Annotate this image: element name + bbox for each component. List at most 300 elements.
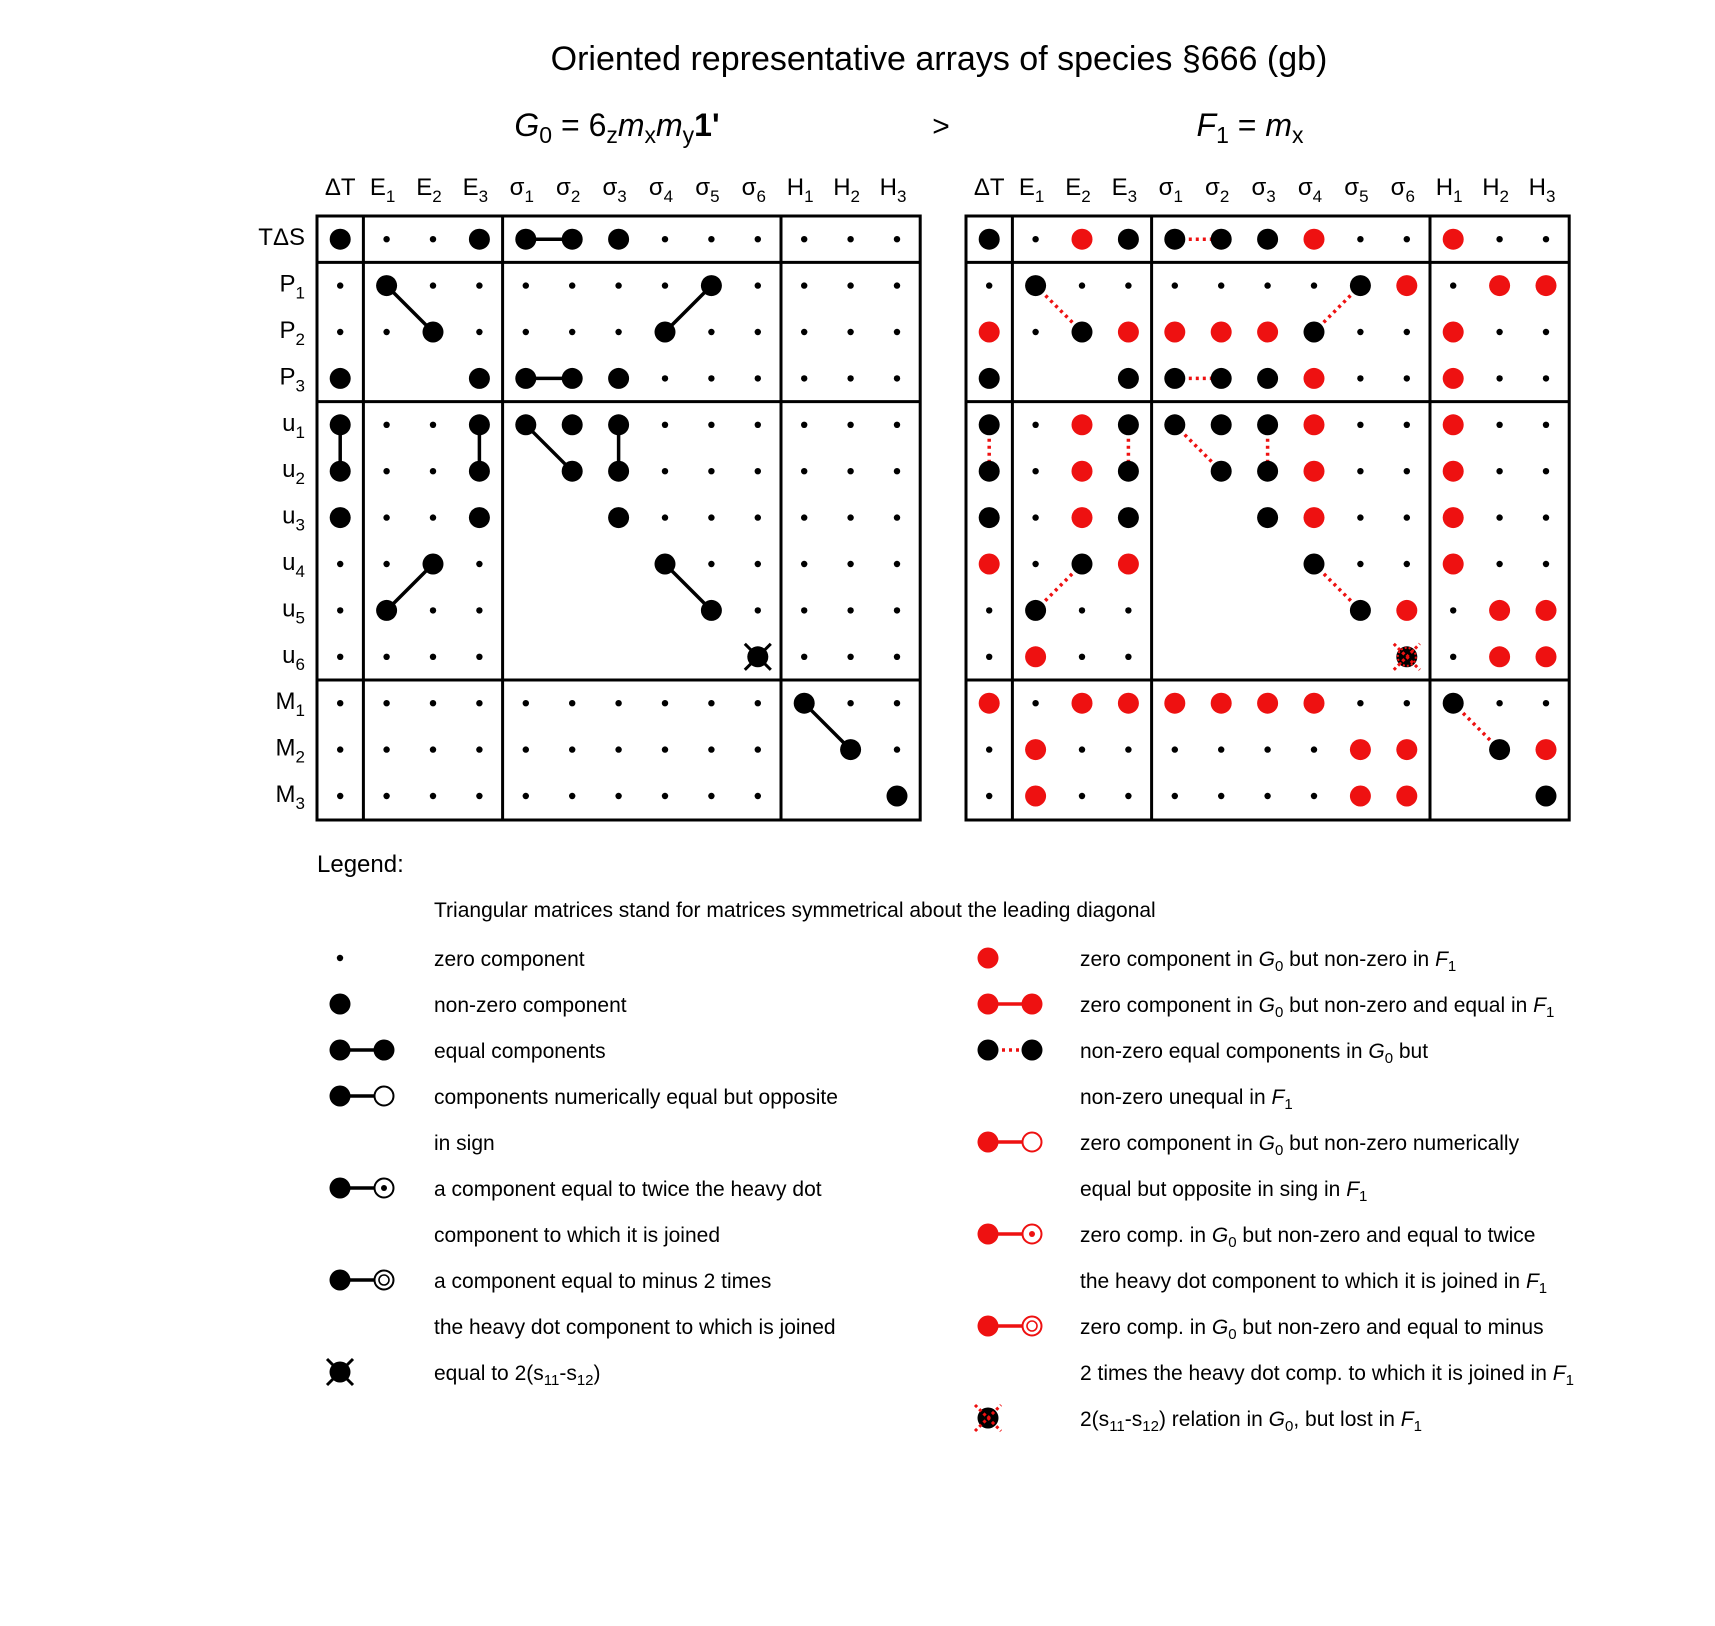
nonzero-dot	[1164, 368, 1185, 389]
zero-dot	[894, 654, 900, 660]
red-nonzero-dot	[979, 554, 1000, 575]
zero-dot	[1125, 746, 1131, 752]
zero-dot	[1450, 654, 1456, 660]
zero-dot	[708, 746, 714, 752]
zero-dot	[615, 329, 621, 335]
text-part: 1	[1538, 1279, 1548, 1297]
nonzero-dot	[1118, 229, 1139, 250]
text-part: F	[1525, 1270, 1539, 1293]
text-part: m	[656, 107, 683, 143]
nonzero-dot	[1118, 461, 1139, 482]
column-header: σ5	[1344, 174, 1369, 206]
row-header: TΔS	[258, 224, 305, 252]
zero-dot	[1450, 282, 1456, 288]
red-nonzero-dot	[1304, 229, 1325, 250]
text-part: x	[644, 122, 657, 149]
zero-dot	[337, 654, 343, 660]
zero-dot	[662, 746, 668, 752]
zero-dot	[801, 422, 807, 428]
zero-dot	[1311, 746, 1317, 752]
zero-dot	[1311, 793, 1317, 799]
legend-entry	[330, 1086, 838, 1156]
zero-dot	[847, 654, 853, 660]
nonzero-dot	[979, 368, 1000, 389]
red-nonzero-dot	[1350, 739, 1371, 760]
text-part: -s	[1124, 1408, 1143, 1431]
text-part: G	[1258, 994, 1275, 1017]
zero-dot	[1496, 514, 1502, 520]
zero-dot	[894, 607, 900, 613]
zero-dot	[615, 793, 621, 799]
nonzero-dot	[1257, 368, 1278, 389]
text-part: G	[1368, 1040, 1385, 1063]
zero-dot	[801, 468, 807, 474]
zero-dot	[755, 561, 761, 567]
zero-dot	[1172, 282, 1178, 288]
column-header: E3	[462, 174, 489, 206]
zero-dot	[476, 282, 482, 288]
zero-dot	[523, 793, 529, 799]
matrix-F1	[966, 174, 1569, 820]
zero-dot	[801, 329, 807, 335]
red-nonzero-dot	[1489, 600, 1510, 621]
legend-entry	[330, 1178, 822, 1248]
zero-dot	[755, 422, 761, 428]
zero-dot	[523, 746, 529, 752]
text-part: = 6	[552, 107, 607, 143]
zero-dot	[847, 282, 853, 288]
nonzero-dot	[608, 461, 629, 482]
red-nonzero-dot	[1025, 739, 1046, 760]
legend-entry	[330, 994, 627, 1018]
column-header: H2	[1482, 174, 1510, 206]
zero-dot	[1079, 607, 1085, 613]
nonzero-dot	[1257, 229, 1278, 250]
zero-dot	[1404, 468, 1410, 474]
nonzero-dot	[1257, 414, 1278, 435]
text-part: the heavy dot component to which it is joined in	[1080, 1270, 1526, 1293]
zero-dot	[1543, 329, 1549, 335]
nonzero-dot	[701, 275, 722, 296]
row-header: u1	[282, 409, 305, 442]
legend-entry	[330, 1040, 606, 1064]
nonzero-dot	[1489, 739, 1510, 760]
zero-dot	[1496, 422, 1502, 428]
red-nonzero-dot	[1257, 322, 1278, 343]
nonzero-dot	[1257, 461, 1278, 482]
zero-dot	[476, 746, 482, 752]
text-part: G	[1258, 1132, 1275, 1155]
zero-dot	[847, 422, 853, 428]
text-part: equal components	[434, 1040, 606, 1063]
zero-dot	[894, 236, 900, 242]
zero-dot	[894, 514, 900, 520]
red-cross-icon	[975, 1405, 1001, 1431]
zero-dot	[383, 654, 389, 660]
nonzero-dot	[655, 322, 676, 343]
nonzero-dot	[840, 739, 861, 760]
zero-dot	[1079, 282, 1085, 288]
text-part: in sign	[434, 1132, 495, 1155]
zero-dot	[662, 793, 668, 799]
zero-dot	[337, 282, 343, 288]
zero-dot	[801, 654, 807, 660]
zero-dot	[708, 514, 714, 520]
text-part: F	[1271, 1086, 1285, 1109]
nonzero-dot	[1304, 554, 1325, 575]
legend-text	[1080, 1086, 1293, 1113]
red-nonzero-dot	[1396, 786, 1417, 807]
column-header: ΔT	[324, 174, 356, 201]
text-part: x	[1291, 122, 1304, 149]
zero-dot	[662, 700, 668, 706]
legend-text	[434, 1270, 771, 1293]
text-part: equal to 2(s	[434, 1362, 544, 1385]
column-header: σ2	[1205, 174, 1230, 206]
text-part: F	[1346, 1178, 1360, 1201]
red-nonzero-dot	[1025, 646, 1046, 667]
red-nonzero-dot	[1072, 229, 1093, 250]
red-nonzero-dot	[1443, 461, 1464, 482]
red-open-icon	[978, 1132, 1042, 1153]
text-part: m	[617, 107, 645, 143]
legend-entry	[975, 1405, 1422, 1435]
zero-dot	[847, 468, 853, 474]
zero-dot	[1496, 700, 1502, 706]
zero-dot	[383, 793, 389, 799]
row-header: P2	[279, 317, 305, 349]
nonzero-dot	[1350, 275, 1371, 296]
zero-dot	[1496, 236, 1502, 242]
zero-dot	[755, 375, 761, 381]
zero-dot	[523, 700, 529, 706]
nonzero-dot	[608, 368, 629, 389]
zero-dot	[894, 282, 900, 288]
text-part: zero comp. in	[1080, 1224, 1212, 1247]
nonzero-dot	[1072, 554, 1093, 575]
column-header: σ5	[695, 174, 720, 206]
legend-text	[1080, 1178, 1367, 1205]
zero-dot	[755, 282, 761, 288]
zero-dot	[1543, 468, 1549, 474]
red-nonzero-dot	[1164, 693, 1185, 714]
red-nonzero-dot	[1536, 275, 1557, 296]
red-nonzero-dot	[1304, 414, 1325, 435]
legend-text	[1080, 1132, 1520, 1159]
column-header: σ4	[648, 174, 674, 206]
column-header: E3	[1111, 174, 1138, 206]
red-nonzero-dot	[1072, 414, 1093, 435]
text-part: 0	[1274, 1003, 1284, 1021]
red-nonzero-dot	[1072, 507, 1093, 528]
zero-dot	[894, 561, 900, 567]
zero-dot	[383, 561, 389, 567]
text-part: 0	[1228, 1325, 1237, 1343]
red-nonzero-dot	[1304, 507, 1325, 528]
column-header: H3	[1528, 174, 1556, 206]
row-header: M1	[275, 688, 305, 720]
zero-dot	[1079, 793, 1085, 799]
zero-dot	[1172, 793, 1178, 799]
zero-dot	[1079, 654, 1085, 660]
text-part: 11	[1109, 1417, 1125, 1435]
nonzero-dot	[979, 507, 1000, 528]
nonzero-dot	[1350, 600, 1371, 621]
red-nonzero-dot	[1443, 554, 1464, 575]
legend-text	[434, 1316, 836, 1339]
legend-text	[434, 1224, 720, 1247]
zero-dot	[1357, 422, 1363, 428]
zero-dot	[430, 282, 436, 288]
red-nonzero-dot	[1304, 693, 1325, 714]
zero-dot	[662, 282, 668, 288]
zero-dot	[1543, 514, 1549, 520]
text-part: 1	[1216, 122, 1229, 149]
zero-dot	[1543, 422, 1549, 428]
zero-dot	[1311, 282, 1317, 288]
zero-dot	[1218, 793, 1224, 799]
text-part: a component equal to twice the heavy dot	[434, 1178, 822, 1201]
zero-dot	[801, 236, 807, 242]
legend-entry	[978, 994, 1555, 1021]
zero-dot	[1404, 236, 1410, 242]
text-part: F	[1552, 1362, 1566, 1385]
zero-dot	[801, 282, 807, 288]
text-part: 1	[1545, 1003, 1555, 1021]
text-part: 1'	[694, 107, 720, 143]
red-icon	[978, 948, 999, 969]
zero-dot	[986, 793, 992, 799]
red-nonzero-dot	[1443, 368, 1464, 389]
zero-dot	[1543, 375, 1549, 381]
zero-dot	[708, 375, 714, 381]
nonzero-dot	[1164, 414, 1185, 435]
zero-dot	[1032, 236, 1038, 242]
column-header: E2	[416, 174, 442, 206]
legend-text	[1080, 1408, 1422, 1435]
zero-dot	[1357, 514, 1363, 520]
text-part: 1	[1413, 1417, 1422, 1435]
zero-dot	[755, 746, 761, 752]
zero-dot	[894, 375, 900, 381]
zero-dot	[755, 514, 761, 520]
row-header: P3	[279, 363, 305, 396]
red-nonzero-dot	[1164, 322, 1185, 343]
text-part: but non-zero in	[1283, 948, 1436, 971]
nonzero-dot	[608, 229, 629, 250]
nonzero-dot	[469, 368, 490, 389]
legend-text	[434, 1362, 601, 1389]
zero-dot	[1404, 329, 1410, 335]
text-part: 0	[1228, 1233, 1237, 1251]
zero-dot	[1218, 282, 1224, 288]
nonzero-dot	[1072, 322, 1093, 343]
red-nonzero-dot	[1304, 461, 1325, 482]
nonzero-dot	[655, 554, 676, 575]
nonzero-dot	[1118, 368, 1139, 389]
legend-entry	[978, 1132, 1520, 1205]
zero-dot	[1404, 422, 1410, 428]
text-part: ) relation in	[1158, 1408, 1269, 1431]
red-nonzero-dot	[1443, 229, 1464, 250]
zero-dot	[1264, 793, 1270, 799]
red-dot-icon	[978, 1224, 1042, 1245]
zero-dot	[755, 793, 761, 799]
zero-dot	[1543, 561, 1549, 567]
zero-dot	[430, 654, 436, 660]
text-part: -s	[559, 1362, 577, 1385]
zero-dot	[986, 607, 992, 613]
text-part: 0	[1384, 1049, 1394, 1067]
legend-text	[434, 1132, 495, 1155]
text-part: 0	[1274, 957, 1284, 975]
legend-entry	[327, 1359, 601, 1389]
zero-dot	[569, 282, 575, 288]
zero-dot	[1264, 746, 1270, 752]
zero-dot	[337, 746, 343, 752]
zero-dot	[755, 700, 761, 706]
zero-dot	[430, 422, 436, 428]
zero-dot	[801, 375, 807, 381]
red-nonzero-dot	[1025, 786, 1046, 807]
zero-dot	[708, 793, 714, 799]
nonzero-dot	[1304, 322, 1325, 343]
zero-dot	[708, 468, 714, 474]
zero-dot	[523, 329, 529, 335]
zero-dot	[801, 607, 807, 613]
zero-dot	[430, 607, 436, 613]
nonzero-dot	[562, 414, 583, 435]
zero-dot	[476, 607, 482, 613]
nonzero-dot	[1211, 461, 1232, 482]
nonzero-dot	[608, 414, 629, 435]
legend-entry	[978, 1040, 1429, 1113]
red-ring-icon	[978, 1316, 1042, 1337]
diagram-title: Oriented representative arrays of species §666 (gb)	[550, 40, 1328, 78]
zero-dot	[1404, 561, 1410, 567]
text-part: 1	[1359, 1187, 1368, 1205]
text-part: but non-zero and equal in	[1283, 994, 1534, 1017]
zero-dot	[383, 468, 389, 474]
zero-dot	[1496, 468, 1502, 474]
black-dotted-pair-icon	[978, 1040, 1043, 1061]
nonzero-dot	[794, 693, 815, 714]
zero-dot	[847, 607, 853, 613]
zero-dot	[894, 746, 900, 752]
zero-dot	[894, 468, 900, 474]
zero-dot	[986, 746, 992, 752]
zero-dot	[755, 236, 761, 242]
text-part: the heavy dot component to which is joined	[434, 1316, 836, 1339]
text-part: a component equal to minus 2 times	[434, 1270, 772, 1293]
red-nonzero-dot	[1211, 322, 1232, 343]
column-header: H1	[786, 174, 814, 206]
red-nonzero-dot	[979, 322, 1000, 343]
red-nonzero-dot	[1118, 693, 1139, 714]
zero-dot	[708, 236, 714, 242]
red-nonzero-dot	[1211, 693, 1232, 714]
zero-dot	[662, 514, 668, 520]
red-nonzero-dot	[1536, 646, 1557, 667]
zero-dot	[476, 793, 482, 799]
text-part: 11	[543, 1371, 560, 1389]
nonzero-dot	[979, 229, 1000, 250]
zero-dot	[615, 746, 621, 752]
zero-dot	[476, 654, 482, 660]
zero-dot	[801, 514, 807, 520]
zero-dot	[662, 468, 668, 474]
red-nonzero-dot	[1396, 275, 1417, 296]
zero-dot	[430, 514, 436, 520]
nonzero-dot	[469, 507, 490, 528]
zero-dot	[1172, 746, 1178, 752]
column-header: H3	[879, 174, 907, 206]
text-part: 1	[1565, 1371, 1574, 1389]
nonzero-dot	[1211, 368, 1232, 389]
column-header: σ3	[602, 174, 627, 206]
row-header: u3	[282, 502, 305, 535]
nonzero-dot	[562, 229, 583, 250]
pair-dot-icon	[330, 1178, 394, 1199]
zero-dot	[383, 700, 389, 706]
zero-dot	[569, 793, 575, 799]
zero-dot	[662, 375, 668, 381]
zero-dot	[337, 700, 343, 706]
zero-dot	[615, 282, 621, 288]
pair-solid-icon	[330, 1040, 395, 1061]
zero-dot	[894, 700, 900, 706]
nonzero-dot	[1211, 229, 1232, 250]
text-part: F	[1435, 948, 1448, 971]
red-nonzero-dot	[1443, 322, 1464, 343]
pair-open-icon	[330, 1086, 394, 1107]
zero-dot	[1125, 282, 1131, 288]
text-part: non-zero unequal in	[1080, 1086, 1272, 1109]
zero-dot	[1125, 654, 1131, 660]
nonzero-dot	[515, 414, 536, 435]
zero-dot	[1357, 236, 1363, 242]
nonzero-dot	[330, 368, 351, 389]
red-nonzero-dot	[1396, 739, 1417, 760]
zero-dot	[337, 329, 343, 335]
red-nonzero-dot	[1072, 693, 1093, 714]
right-group-label	[1197, 107, 1304, 148]
zero-dot	[1404, 375, 1410, 381]
nonzero-dot	[515, 229, 536, 250]
nonzero-dot	[330, 461, 351, 482]
nonzero-dot	[469, 461, 490, 482]
legend-entry	[978, 1316, 1574, 1389]
nonzero-dot	[469, 414, 490, 435]
text-part: 2 times the heavy dot comp. to which it is joined in	[1080, 1362, 1553, 1385]
legend-text	[1080, 1270, 1547, 1297]
zero-dot	[847, 514, 853, 520]
red-nonzero-dot	[979, 693, 1000, 714]
red-nonzero-dot	[1304, 368, 1325, 389]
zero-dot	[847, 700, 853, 706]
text-part: zero component in	[1080, 948, 1259, 971]
nonzero-dot	[330, 507, 351, 528]
nonzero-dot	[562, 368, 583, 389]
cross-icon	[327, 1359, 353, 1385]
text-part: F	[1400, 1408, 1414, 1431]
zero-dot	[847, 375, 853, 381]
nonzero-dot	[423, 322, 444, 343]
cross-dot-icon	[1394, 644, 1420, 670]
zero-dot	[476, 700, 482, 706]
column-header: H1	[1435, 174, 1463, 206]
zero-dot	[755, 468, 761, 474]
